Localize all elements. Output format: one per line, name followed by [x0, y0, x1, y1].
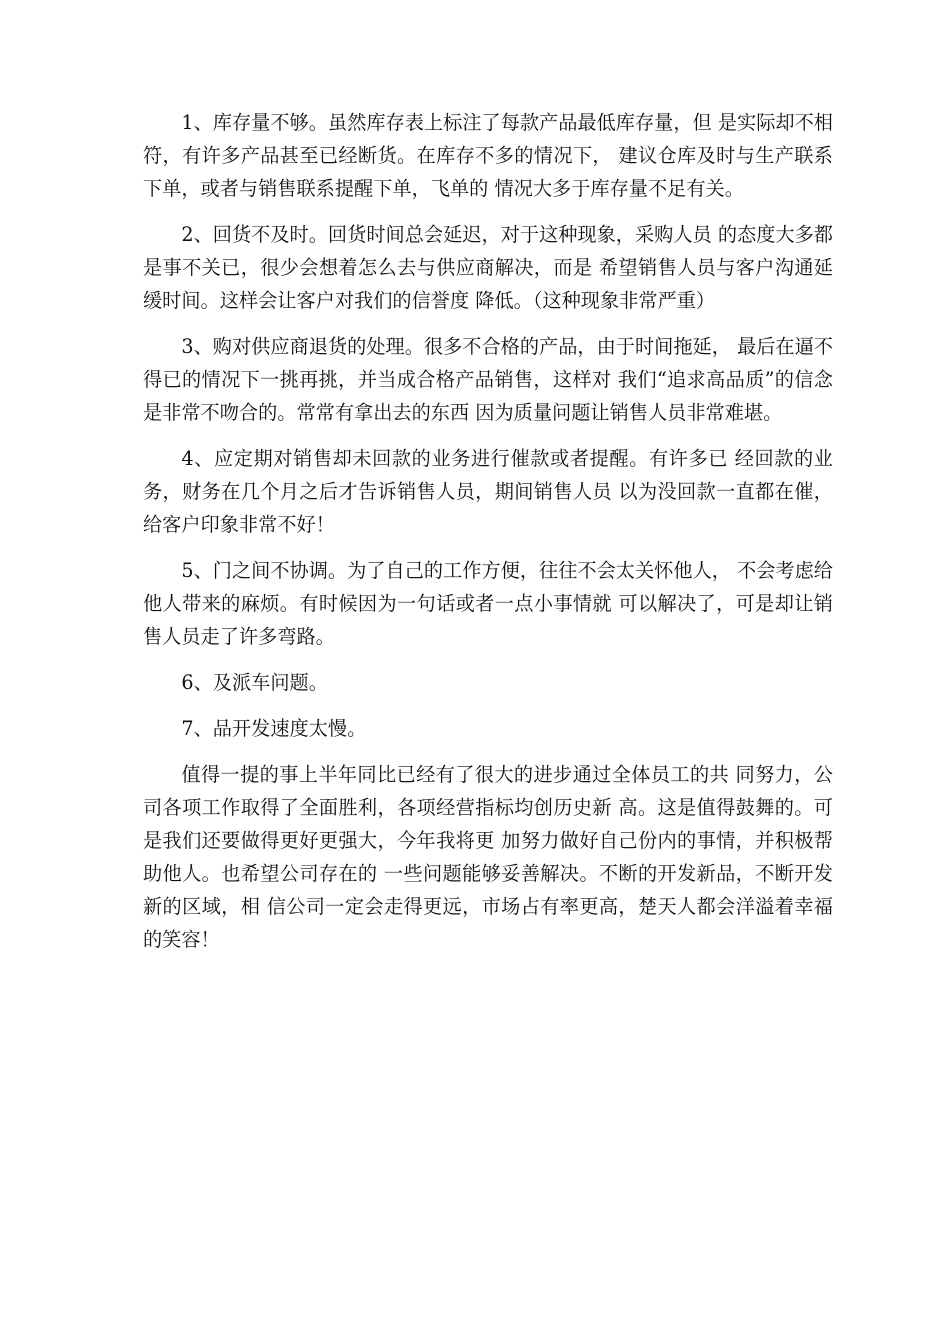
- document-body: [143, 106, 833, 969]
- paragraph-product-development: 7、品开发速度太慢。: [181, 717, 367, 740]
- paragraph-conclusion: 值得一提的事上半年同比已经有了很大的进步通过全体员工的共 同努力，公司各项工作取得了全面胜利，各项经营指标均创历史新 高。这是值得鼓舞的。可是我们还要做得更好更强大，今年我将更 加努力做好自己份内的事情，并积极帮助他人。也希望公司存在的 一些问题能够妥善解决。不断的开发新品，不断开发新的区域，相 信公司一定会走得更远，市场占有率更高，楚天人都会洋溢着幸福 的笑容！: [143, 763, 833, 951]
- paragraph-payment-collection: 4、应定期对销售却未回款的业务进行催款或者提醒。有许多已 经回款的业务，财务在几个月之后才告诉销售人员，期间销售人员 以为没回款一直都在催，给客户印象非常不好！: [143, 447, 833, 536]
- paragraph-department-coordination: 5、门之间不协调。为了自己的工作方便，往往不会太关怀他人， 不会考虑给他人带来的麻烦。有时候因为一句话或者一点小事情就 可以解决了，可是却让销售人员走了许多弯路。: [143, 559, 833, 648]
- paragraph-vehicle-dispatch: 6、及派车问题。: [181, 671, 328, 694]
- paragraph-supplier-returns: 3、购对供应商退货的处理。很多不合格的产品，由于时间拖延， 最后在逼不得已的情况下一挑再挑，并当成合格产品销售，这样对 我们“追求高品质”的信念是非常不吻合的。常常有拿出去的东西 因为质量问题让销售人员非常难堪。: [143, 335, 833, 424]
- paragraph-delivery-delay: 2、回货不及时。回货时间总会延迟，对于这种现象，采购人员 的态度大多都是事不关已，很少会想着怎么去与供应商解决，而是 希望销售人员与客户沟通延缓时间。这样会让客户对我们的信誉度 降低。（这种现象非常严重）: [143, 223, 833, 312]
- paragraph-inventory: 1、库存量不够。虽然库存表上标注了每款产品最低库存量，但 是实际却不相符，有许多产品甚至已经断货。在库存不多的情况下， 建议仓库及时与生产联系下单，或者与销售联系提醒下单，飞单的 情况大多于库存量不足有关。: [143, 111, 833, 200]
